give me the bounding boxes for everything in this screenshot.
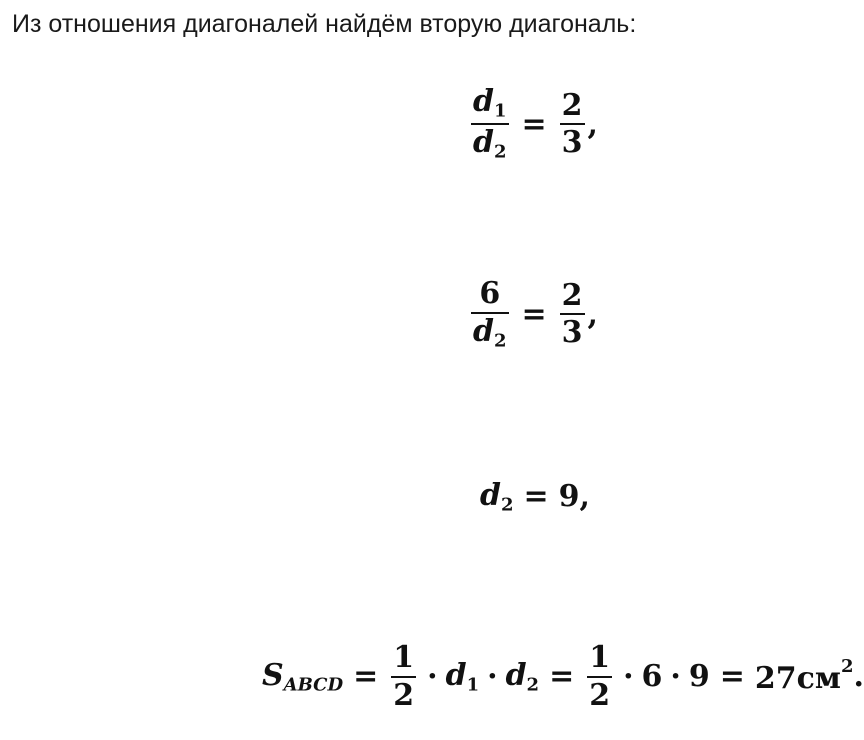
comma: ,	[587, 106, 598, 142]
subscript: 2	[526, 674, 540, 696]
subscript: 2	[493, 329, 507, 351]
subscript	[284, 674, 343, 695]
equals-sign: =	[549, 659, 575, 694]
substituted-equation	[468, 278, 598, 351]
multiplication-dot: ·	[487, 659, 498, 694]
variable-d: d	[473, 313, 494, 349]
equals-sign: =	[719, 659, 745, 694]
multiplication-dot: ·	[670, 659, 681, 694]
half-fraction	[587, 642, 612, 711]
fraction-denominator: 3	[561, 315, 583, 351]
fraction-numerator: 6	[479, 276, 501, 311]
intro-text: Из отношения диагоналей найдём вторую диагональ:	[12, 10, 637, 38]
equals-sign: =	[353, 659, 379, 694]
subscript-text: ABCD	[283, 674, 344, 696]
period: .	[853, 659, 864, 694]
fraction-denominator: 3	[561, 125, 583, 161]
value-fraction	[560, 277, 585, 351]
equals-sign: =	[521, 296, 547, 332]
variable-d: d	[480, 478, 501, 513]
substituted-fraction	[471, 278, 509, 351]
equals-sign: =	[521, 106, 547, 142]
multiplication-dot: ·	[427, 659, 438, 694]
fraction-numerator: 1	[589, 640, 611, 675]
variable-d: d	[473, 125, 494, 161]
comma: ,	[587, 296, 598, 332]
ratio-equation	[468, 86, 598, 163]
fraction-denominator	[471, 313, 509, 351]
variable-d: d	[473, 84, 494, 119]
comma: ,	[579, 479, 590, 515]
fraction-numerator: 2	[561, 87, 583, 123]
area-variable	[262, 658, 343, 695]
fraction-numerator	[471, 86, 509, 121]
fraction-denominator: 2	[589, 677, 611, 713]
diagonal-variable	[480, 478, 514, 515]
subscript: 2	[500, 494, 514, 516]
fraction-denominator	[471, 127, 509, 162]
result-value: 27см	[754, 661, 841, 697]
area-result	[755, 656, 854, 696]
variable-d: d	[505, 657, 527, 693]
superscript: 2	[840, 656, 854, 678]
subscript: 1	[466, 674, 480, 696]
diagonal-result-equation	[480, 478, 590, 515]
subscript: 1	[493, 100, 507, 122]
area-equation	[262, 642, 864, 711]
variable-s: S	[262, 657, 284, 693]
variable-d: d	[445, 657, 467, 693]
diagonal-ratio-fraction	[471, 86, 509, 163]
equals-sign: =	[523, 479, 549, 515]
half-fraction	[391, 642, 416, 711]
fraction-denominator: 2	[393, 677, 415, 713]
factor-nine: 9	[688, 659, 710, 694]
diagonal-1	[446, 658, 480, 695]
diagonal-2	[506, 658, 540, 695]
result-value: 9	[558, 479, 580, 515]
value-fraction	[560, 87, 585, 161]
fraction-numerator: 1	[393, 640, 415, 675]
fraction-numerator: 2	[561, 277, 583, 313]
subscript: 2	[493, 141, 507, 163]
multiplication-dot: ·	[623, 659, 634, 694]
factor-six: 6	[641, 659, 663, 694]
